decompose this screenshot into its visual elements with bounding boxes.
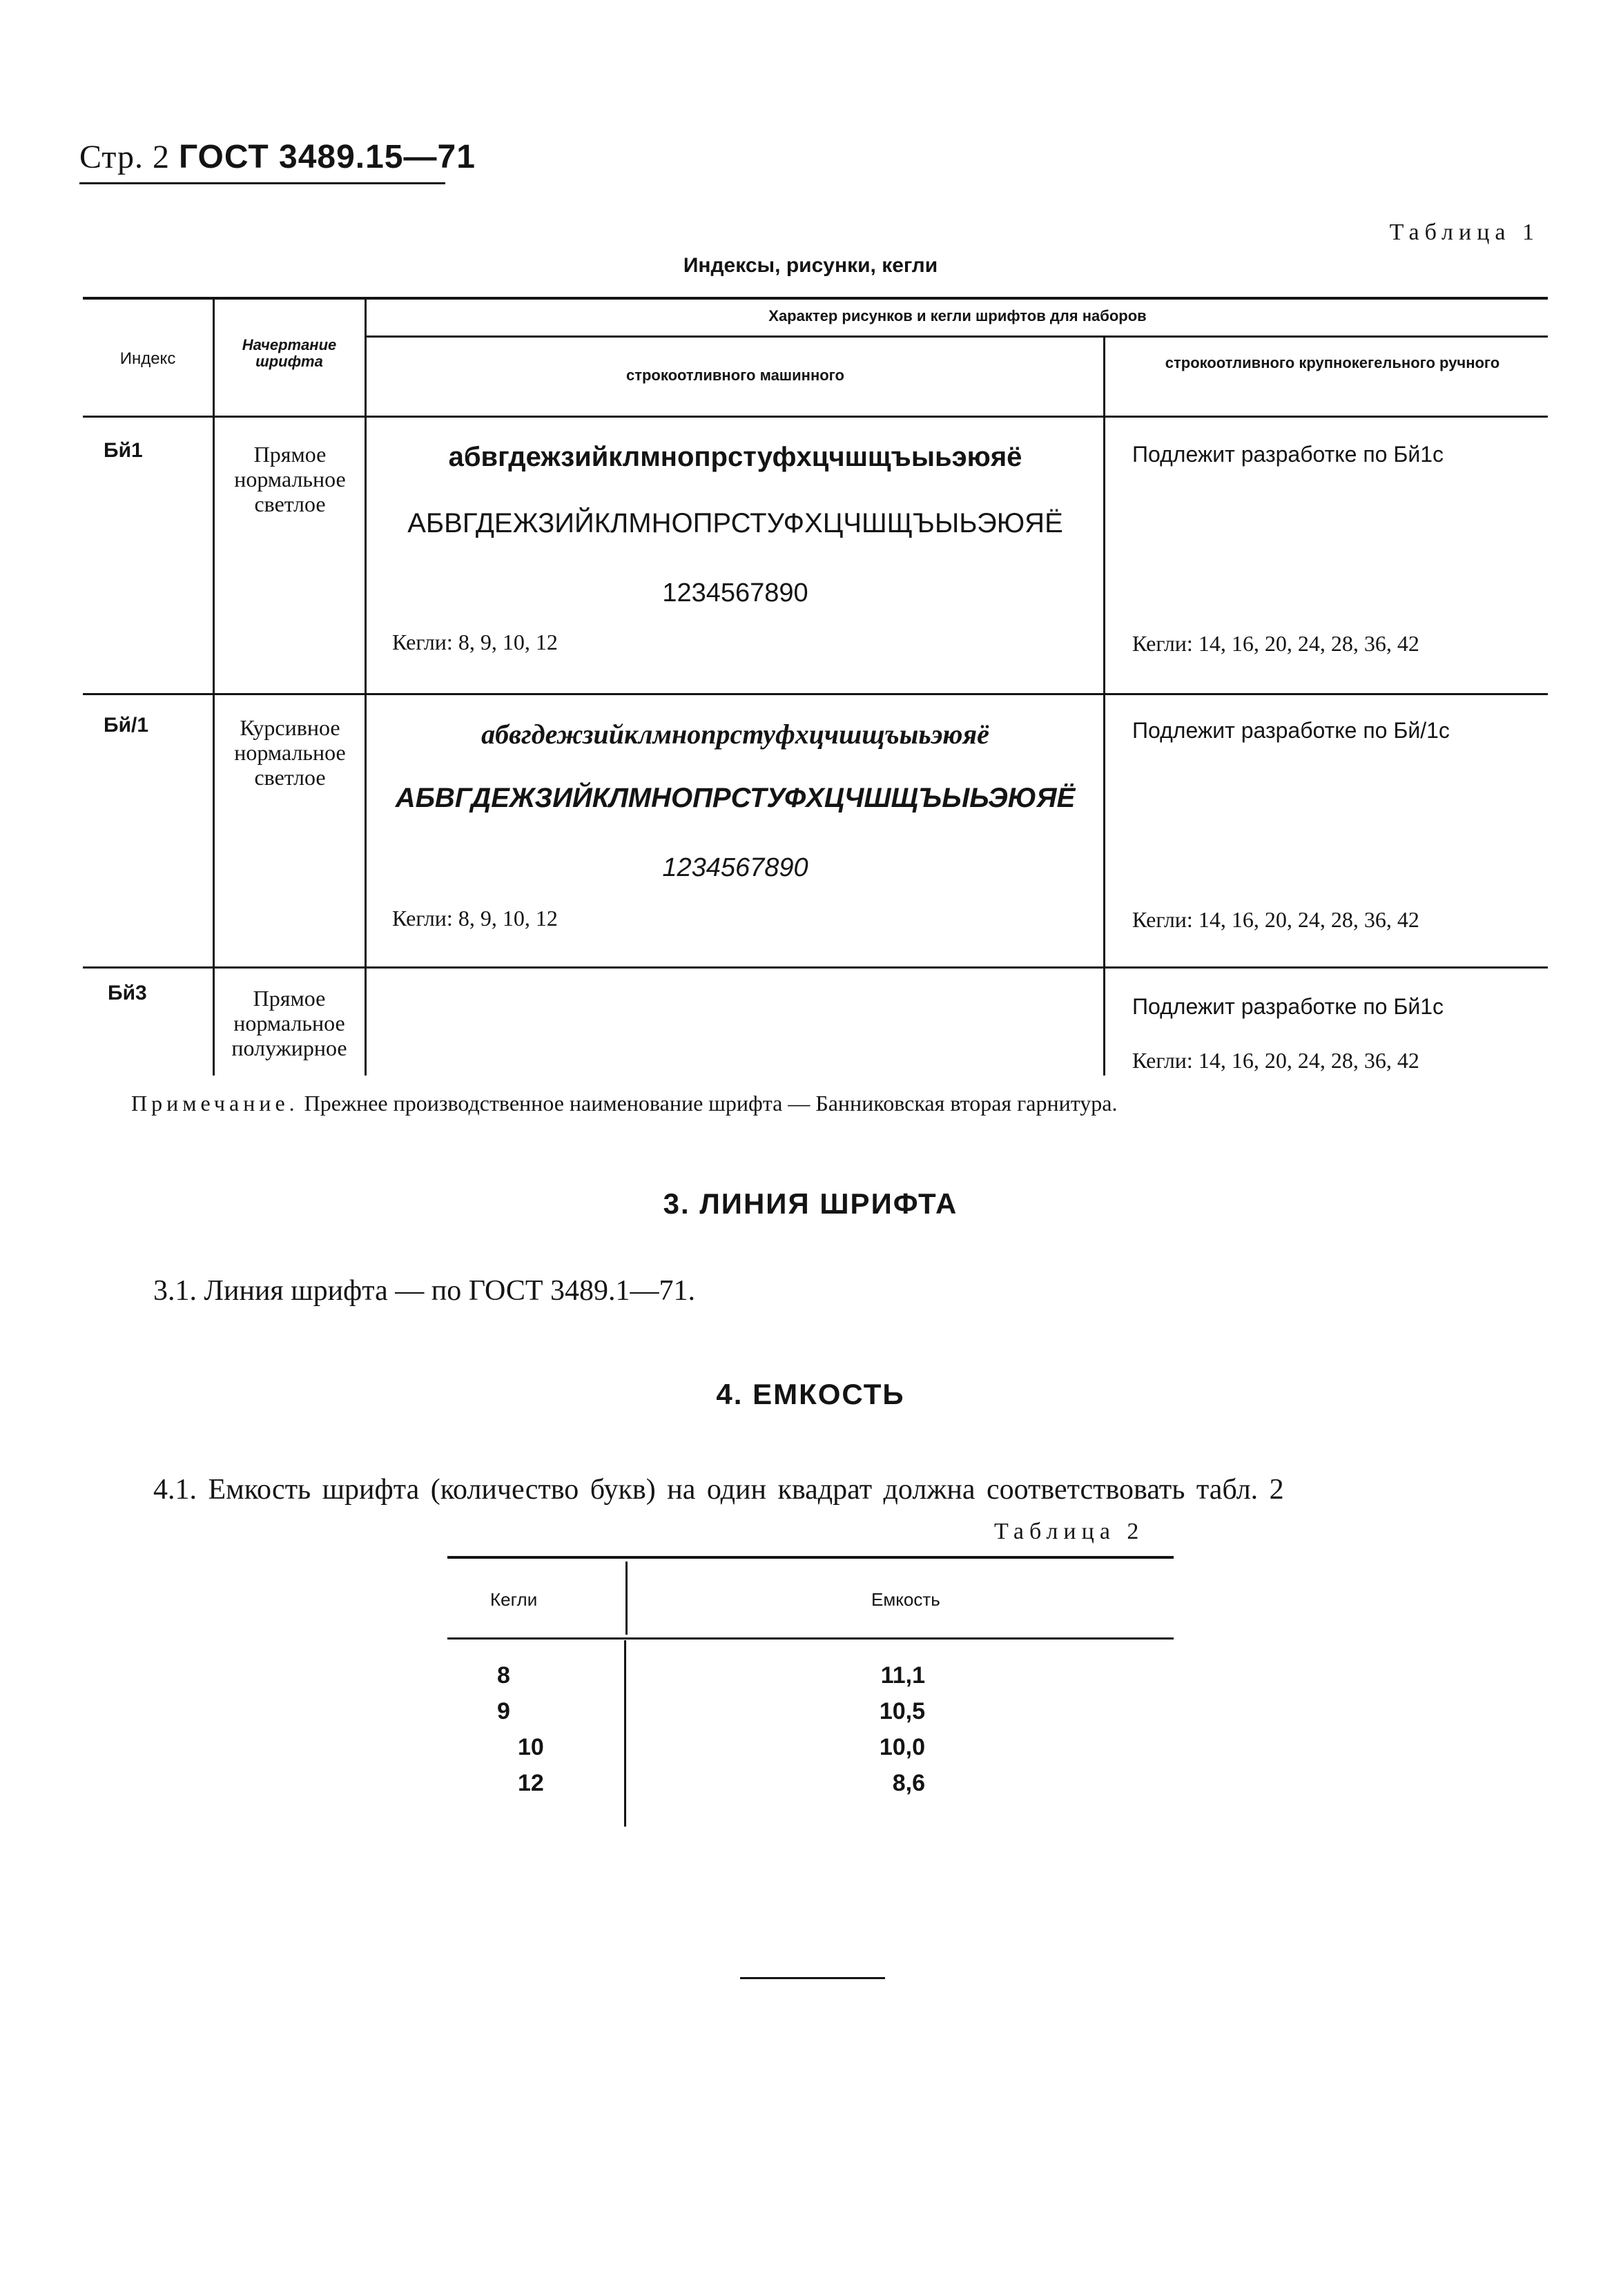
page-header <box>79 138 476 176</box>
row3-manual-text: Подлежит разработке по Бй1с <box>1132 994 1444 1019</box>
table2-row3-capacity: 10,0 <box>879 1734 925 1760</box>
row3-style-line3: полужирное <box>231 1035 347 1060</box>
table1-caption: Индексы, рисунки, кегли <box>683 254 938 277</box>
table1-top-rule <box>83 297 1548 300</box>
row2-machine-sizes: Кегли: 8, 9, 10, 12 <box>392 906 558 931</box>
section4-heading: 4. ЕМКОСТЬ <box>716 1378 905 1410</box>
row2-style-line1: Курсивное <box>240 715 340 740</box>
section4-paragraph: 4.1. Емкость шрифта (количество букв) на один квадрат должна соответствовать табл. 2 <box>153 1474 1284 1506</box>
row3-style-line2: нормальное <box>233 1011 345 1035</box>
table2-row1-size: 8 <box>497 1662 510 1689</box>
table1-col2-divider <box>365 298 367 1076</box>
end-rule <box>740 1977 885 1979</box>
row1-machine-sizes: Кегли: 8, 9, 10, 12 <box>392 630 558 654</box>
table2-row4-size: 12 <box>518 1770 544 1796</box>
table2-header-divider <box>625 1562 628 1635</box>
row3-style <box>217 986 362 1060</box>
row1-style-line2: нормальное <box>234 467 346 492</box>
row1-style <box>221 442 359 516</box>
row1-digits-sample: 1234567890 <box>662 578 808 607</box>
section3-paragraph: 3.1. Линия шрифта — по ГОСТ 3489.1—71. <box>153 1275 695 1307</box>
row2-uppercase-sample: АБВГДЕЖЗИЙКЛМНОПРСТУФХЦЧШЩЪЫЬЭЮЯЁ <box>395 783 1076 813</box>
table1-row2-rule <box>83 966 1548 969</box>
table2-row2-size: 9 <box>497 1698 510 1724</box>
table1-label: Таблица 1 <box>1389 220 1540 245</box>
col-header-manual: строкоотливного крупнокегельного ручного <box>1165 354 1500 371</box>
table2-body-divider <box>624 1640 626 1827</box>
page-number: Стр. 2 <box>79 139 170 175</box>
row2-lowercase-sample: абвгдежзийклмнопрстуфхцчшщъыьэюяё <box>481 719 989 750</box>
col-header-machine: строкоотливного машинного <box>625 367 844 384</box>
row3-index: Бй3 <box>108 982 147 1004</box>
row2-style-line3: светлое <box>254 765 326 790</box>
note-text: Прежнее производственное наименование шрифта — Банниковская вторая гарнитура. <box>304 1091 1118 1116</box>
table2-label: Таблица 2 <box>994 1519 1145 1544</box>
table1-col3-divider <box>1103 337 1105 1076</box>
row2-digits-sample: 1234567890 <box>662 853 808 882</box>
row2-index: Бй/1 <box>104 714 149 737</box>
table1-group-rule <box>366 335 1548 338</box>
row1-lowercase-sample: абвгдежзийклмнопрстуфхцчшщъыьэюяё <box>448 442 1022 472</box>
table2-col-capacity: Емкость <box>871 1589 940 1610</box>
col-header-group: Характер рисунков и кегли шрифтов для наборов <box>768 307 1147 324</box>
note-label: Примечание. <box>131 1091 299 1116</box>
row1-index: Бй1 <box>104 439 143 462</box>
table2-row3-size: 10 <box>518 1734 544 1760</box>
row3-manual-sizes: Кегли: 14, 16, 20, 24, 28, 36, 42 <box>1132 1048 1419 1073</box>
table2-row2-capacity: 10,5 <box>879 1698 925 1724</box>
row2-manual-sizes: Кегли: 14, 16, 20, 24, 28, 36, 42 <box>1132 907 1419 932</box>
section3-heading: 3. ЛИНИЯ ШРИФТА <box>663 1187 958 1220</box>
table2-row1-capacity: 11,1 <box>880 1662 925 1689</box>
col-header-style: Начертание шрифта <box>242 336 337 371</box>
table1-note <box>131 1091 1117 1116</box>
row1-manual-text: Подлежит разработке по Бй1с <box>1132 442 1444 467</box>
row2-manual-text: Подлежит разработке по Бй/1с <box>1132 718 1450 743</box>
row3-style-line1: Прямое <box>253 986 326 1011</box>
row1-uppercase-sample: АБВГДЕЖЗИЙКЛМНОПРСТУФХЦЧШЩЪЫЬЭЮЯЁ <box>407 508 1063 538</box>
row2-style-line2: нормальное <box>234 740 346 765</box>
table2-header-rule <box>447 1637 1174 1640</box>
table2-col-sizes: Кегли <box>490 1589 538 1610</box>
row2-style <box>221 715 359 790</box>
table1-col1-divider <box>213 298 215 1076</box>
table2-row4-capacity: 8,6 <box>892 1770 925 1796</box>
header-underline <box>79 182 445 184</box>
table1-header-rule <box>83 416 1548 418</box>
row1-manual-sizes: Кегли: 14, 16, 20, 24, 28, 36, 42 <box>1132 631 1419 656</box>
col-header-index: Индекс <box>119 349 176 368</box>
row1-style-line3: светлое <box>254 492 326 516</box>
standard-number: ГОСТ 3489.15—71 <box>178 139 476 175</box>
table1-row1-rule <box>83 693 1548 695</box>
row1-style-line1: Прямое <box>253 442 327 467</box>
table2-top-rule <box>447 1556 1174 1559</box>
